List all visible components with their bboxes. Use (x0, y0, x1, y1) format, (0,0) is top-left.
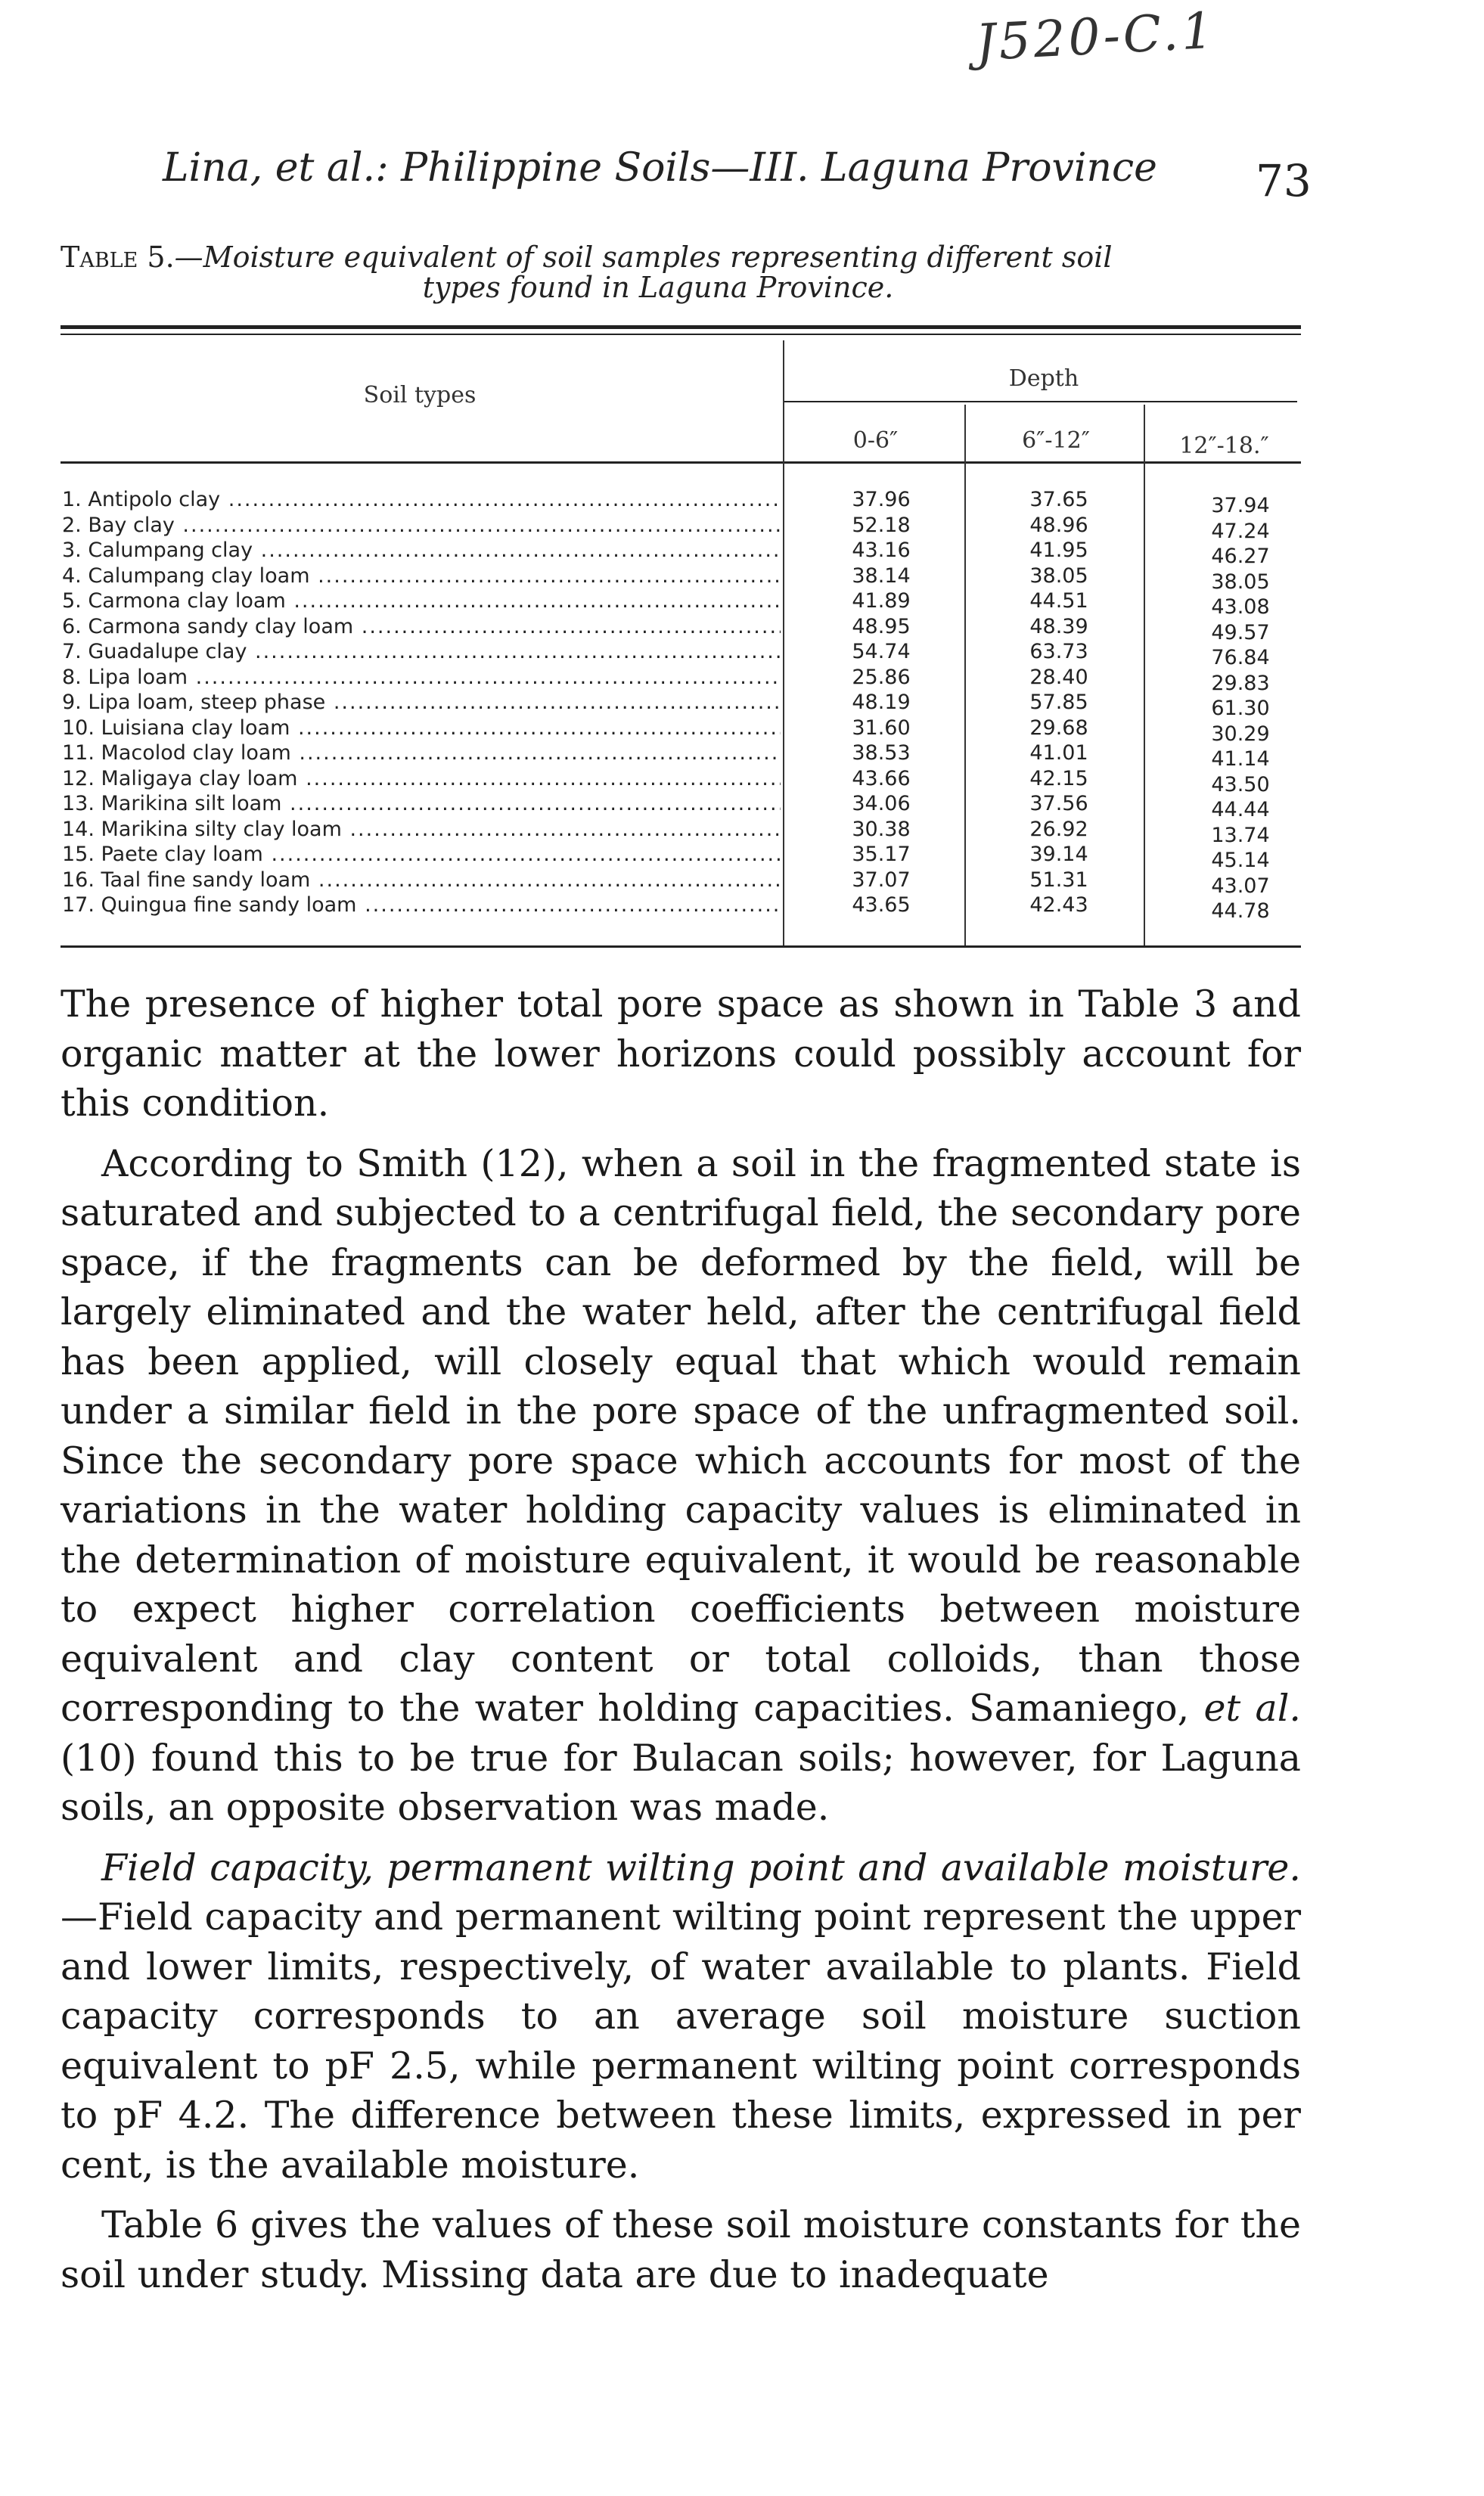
moisture-value: 13.74 (1211, 823, 1270, 847)
table-row (0, 589, 1484, 619)
paragraph-2-italic: et al. (1203, 1687, 1301, 1730)
moisture-value: 44.44 (1211, 798, 1270, 821)
table-row (0, 640, 1484, 669)
soil-type-name: 6. Carmona sandy clay loam ..... (62, 615, 781, 638)
moisture-value: 38.53 (852, 741, 911, 765)
moisture-value: 37.65 (1029, 488, 1088, 511)
moisture-value: 30.29 (1211, 722, 1270, 746)
soil-type-name: 1. Antipolo clay ..... (62, 488, 781, 511)
table-row (0, 792, 1484, 821)
soil-type-name: 8. Lipa loam ..... (62, 666, 781, 689)
moisture-value: 41.01 (1029, 741, 1088, 765)
table-row (0, 893, 1484, 923)
moisture-value: 35.17 (852, 843, 911, 866)
table-row (0, 716, 1484, 746)
table-row (0, 539, 1484, 568)
handwritten-annotation: J520-C.1 (974, 1, 1218, 73)
paragraph-3-heading: Field capacity, permanent wilting point and available moisture. (101, 1846, 1301, 1889)
table-caption-line2: types found in Laguna Province. (422, 271, 894, 304)
moisture-value: 43.07 (1211, 874, 1270, 898)
soil-type-name: 12. Maligaya clay loam ..... (62, 767, 781, 790)
moisture-value: 28.40 (1029, 665, 1088, 689)
depth-rule (783, 401, 1297, 402)
moisture-value: 38.05 (1029, 563, 1088, 588)
moisture-value: 42.43 (1029, 893, 1088, 917)
moisture-value: 30.38 (852, 817, 911, 841)
moisture-value: 41.14 (1211, 747, 1270, 771)
soil-type-name: 11. Macolod clay loam ..... (62, 741, 781, 765)
moisture-value: 37.96 (852, 488, 911, 511)
table-row (0, 563, 1484, 594)
table-label: Table 5. (61, 241, 175, 274)
running-head: Lina, et al.: Philippine Soils—III. Laguna Province (163, 145, 1157, 191)
table-row (0, 843, 1484, 872)
paragraph-4: Table 6 gives the values of these soil moisture constants for the soil under study. Missing data are due to inadequate (61, 2203, 1301, 2296)
moisture-value: 63.73 (1029, 640, 1088, 663)
moisture-value: 47.24 (1211, 519, 1270, 543)
paragraph-3-text: —Field capacity and permanent wilting point represent the upper and lower limits, respectively, of water available to plants. Field capacity corresponds to an average soil moisture suction equivalent to pF 2.5, while permanent wilting point corresponds to pF 4.2. The difference between these limits, expressed in per cent, is the available moisture. (61, 1895, 1301, 2187)
moisture-value: 43.50 (1211, 772, 1270, 796)
moisture-value: 43.65 (852, 893, 911, 917)
moisture-value: 43.16 (852, 539, 911, 562)
moisture-value: 48.39 (1029, 614, 1088, 638)
soil-type-name: 5. Carmona clay loam ..... (62, 589, 781, 613)
soil-type-name: 17. Quingua fine sandy loam ..... (62, 893, 781, 917)
table-caption (61, 242, 1301, 303)
paragraph-2-end: (10) found this to be true for Bulacan soils; however, for Laguna soils, an opposite observation was made. (61, 1736, 1301, 1829)
paragraph-2 (61, 1139, 1301, 1833)
moisture-value: 26.92 (1029, 817, 1088, 841)
moisture-value: 38.14 (852, 563, 911, 588)
moisture-value: 37.07 (852, 868, 911, 892)
col-header-12-18: 12″-18.″ (1179, 433, 1269, 459)
soil-type-name: 10. Luisiana clay loam ..... (62, 716, 781, 740)
depth-header: Depth (1008, 365, 1079, 392)
table-row (0, 868, 1484, 898)
soil-type-name: 7. Guadalupe clay ..... (62, 640, 781, 663)
moisture-value: 42.15 (1029, 766, 1088, 790)
col-header-6-12: 6″-12″ (1022, 427, 1090, 454)
moisture-value: 51.31 (1029, 868, 1088, 892)
moisture-value: 31.60 (852, 716, 911, 740)
soil-type-name: 4. Calumpang clay loam ..... (62, 564, 781, 588)
moisture-value: 49.57 (1211, 620, 1270, 644)
moisture-value: 46.27 (1211, 545, 1270, 568)
table-row (0, 665, 1484, 695)
table-row (0, 614, 1484, 644)
moisture-value: 41.95 (1029, 539, 1088, 562)
body-text (61, 979, 1301, 2310)
moisture-value: 39.14 (1029, 843, 1088, 866)
paragraph-1: The presence of higher total pore space as shown in Table 3 and organic matter at the lower horizons could possibly account for this condition. (61, 983, 1301, 1125)
soil-type-name: 3. Calumpang clay ..... (62, 539, 781, 562)
moisture-value: 34.06 (852, 792, 911, 815)
moisture-value: 76.84 (1211, 646, 1270, 669)
moisture-value: 52.18 (852, 513, 911, 537)
table-row (0, 766, 1484, 796)
moisture-value: 44.51 (1029, 589, 1088, 613)
paragraph-2-text: According to Smith (12), when a soil in the fragmented state is saturated and subjected to a centrifugal field, the secondary pore space, if the fragments can be deformed by the field, will be largely eliminated and the water held, after the centrifugal field has been applied, will closely equal that which would remain under a similar field in the pore space of the unfragmented soil. Since the secondary pore space which accounts for most of the variations in the water holding capacity values is eliminated in the determination of moisture equivalent, it would be reasonable to expect higher correlation coefficients between moisture equivalent and clay content or total colloids, than those corresponding to the water holding capacities. Samaniego, (61, 1141, 1301, 1730)
soil-type-name: 16. Taal fine sandy loam ..... (62, 868, 781, 892)
moisture-value: 37.56 (1029, 792, 1088, 815)
table-row (0, 817, 1484, 847)
moisture-value: 43.08 (1211, 595, 1270, 619)
header-bottom-rule (61, 461, 1301, 464)
moisture-value: 41.89 (852, 589, 911, 613)
moisture-value: 54.74 (852, 640, 911, 663)
moisture-value: 48.95 (852, 614, 911, 638)
col-header-0-6: 0-6″ (852, 427, 899, 454)
moisture-value: 48.96 (1029, 513, 1088, 537)
table-top-rule (61, 325, 1301, 329)
soil-type-name: 2. Bay clay ..... (62, 514, 781, 537)
table-caption-line1: —Moisture equivalent of soil samples representing different soil (174, 241, 1113, 274)
moisture-value: 48.19 (852, 691, 911, 714)
stub-header: Soil types (363, 382, 477, 408)
soil-type-name: 14. Marikina silty clay loam ..... (62, 818, 781, 841)
table-row (0, 513, 1484, 543)
table-row (0, 691, 1484, 720)
page-number: 73 (1256, 155, 1312, 206)
moisture-value: 45.14 (1211, 849, 1270, 872)
table-row (0, 488, 1484, 517)
moisture-value: 25.86 (852, 665, 911, 689)
moisture-value: 37.94 (1211, 494, 1270, 517)
moisture-value: 57.85 (1029, 691, 1088, 714)
table-bottom-rule (61, 945, 1301, 948)
moisture-value: 43.66 (852, 766, 911, 790)
paragraph-3 (61, 1843, 1301, 2190)
moisture-value: 38.05 (1211, 570, 1270, 594)
soil-type-name: 13. Marikina silt loam ..... (62, 792, 781, 815)
moisture-value: 61.30 (1211, 697, 1270, 720)
soil-type-name: 15. Paete clay loam ..... (62, 843, 781, 866)
table-row (0, 741, 1484, 771)
table-top-rule-thin (61, 334, 1301, 335)
moisture-value: 44.78 (1211, 899, 1270, 923)
moisture-value: 29.68 (1029, 716, 1088, 740)
soil-type-name: 9. Lipa loam, steep phase ..... (62, 691, 781, 714)
moisture-value: 29.83 (1211, 671, 1270, 695)
